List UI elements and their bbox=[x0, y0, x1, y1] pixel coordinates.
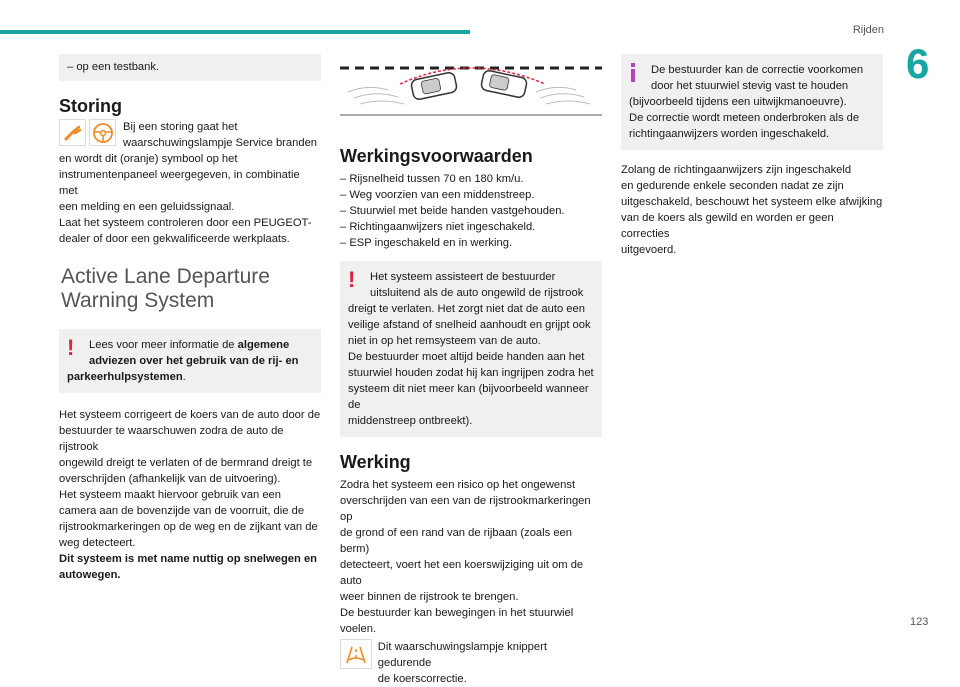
lamp-line: de koerscorrectie. bbox=[377, 673, 467, 685]
list-item: – Rijsnelheid tussen 70 en 180 km/u. bbox=[340, 173, 524, 185]
body-line: en gedurende enkele seconden nadat ze zijn bbox=[621, 180, 844, 192]
lamp-row bbox=[340, 639, 602, 687]
conditions-heading: Werkingsvoorwaarden bbox=[340, 146, 533, 166]
storing-line: Bij een storing gaat het bbox=[123, 121, 238, 133]
body-line: rijstrookmarkeringen op de weg en de zijkant van de bbox=[59, 521, 318, 533]
info-line: (bijvoorbeeld tijdens een uitwijkmanoeuvre). bbox=[629, 96, 847, 108]
warning-text-bold: algemene bbox=[237, 339, 290, 351]
storing-line: waarschuwingslampje Service branden bbox=[123, 137, 318, 149]
body-line: uitgevoerd. bbox=[621, 244, 677, 256]
car-left bbox=[410, 72, 457, 101]
chapter-number: 6 bbox=[906, 40, 930, 87]
body-line: overschrijden van een van de rijstrookmarkeringen op bbox=[340, 495, 591, 523]
storing-line: instrumentenpaneel weergegeven, in combinatie met bbox=[59, 169, 300, 197]
body-line: De bestuurder kan bewegingen in het stuurwiel voelen. bbox=[340, 607, 574, 635]
warning-icon: ! bbox=[67, 335, 75, 360]
werking-text bbox=[340, 477, 602, 637]
lane-warning-icon bbox=[340, 639, 372, 669]
body-line: Het systeem maakt hiervoor gebruik van een bbox=[59, 489, 281, 501]
werking-heading: Werking bbox=[340, 452, 411, 472]
warning-text-bold: parkeerhulpsystemen bbox=[67, 371, 183, 383]
testbank-line: – op een testbank. bbox=[67, 61, 160, 73]
page-number: 123 bbox=[910, 616, 929, 628]
warning-line: niet in op het remsysteem van de auto. bbox=[348, 335, 541, 347]
body-line-bold: autowegen. bbox=[59, 569, 121, 581]
storing-heading: Storing bbox=[59, 96, 122, 116]
body-line: Zodra het systeem een risico op het ongewenst bbox=[340, 479, 576, 491]
lane-departure-illustration bbox=[340, 54, 602, 116]
body-text bbox=[621, 162, 883, 258]
warning-text-post: . bbox=[182, 371, 186, 383]
section-heading bbox=[59, 265, 321, 313]
storing-icon-row bbox=[59, 119, 321, 151]
lamp-text bbox=[375, 639, 602, 687]
column-middle bbox=[340, 54, 602, 687]
info-icon bbox=[630, 63, 636, 82]
column-left bbox=[59, 54, 321, 583]
body-line: van de koers als gewild en worden er geen correcties bbox=[621, 212, 834, 240]
list-item: – Richtingaanwijzers niet ingeschakeld. bbox=[340, 221, 536, 233]
body-line: weer binnen de rijstrook te brengen. bbox=[340, 591, 519, 603]
warning-line: Het systeem assisteert de bestuurder bbox=[370, 271, 556, 283]
section-heading-line: Active Lane Departure bbox=[61, 265, 270, 288]
warning-box bbox=[59, 329, 321, 393]
body-line: bestuurder te waarschuwen zodra de auto de rijstrook bbox=[59, 425, 284, 453]
car-right bbox=[480, 70, 527, 99]
lamp-line: Dit waarschuwingslampje knippert gedurende bbox=[377, 641, 547, 669]
header-accent-bar bbox=[0, 30, 470, 34]
conditions-list bbox=[340, 171, 602, 251]
storing-intro bbox=[119, 119, 317, 151]
body-line: uitgeschakeld, beschouwt het systeem elke afwijking bbox=[621, 196, 883, 208]
info-line: De bestuurder kan de correctie voorkomen bbox=[651, 64, 864, 76]
body-line: Zolang de richtingaanwijzers zijn ingeschakeld bbox=[621, 164, 852, 176]
section-heading-line: Warning System bbox=[61, 289, 215, 312]
body-line: ongewild dreigt te verlaten of de bermrand dreigt te bbox=[59, 457, 313, 469]
storing-line: en wordt dit (oranje) symbool op het bbox=[59, 153, 238, 165]
warning-box bbox=[340, 261, 602, 437]
list-item: – Weg voorzien van een middenstreep. bbox=[340, 189, 535, 201]
warning-text bbox=[67, 337, 313, 353]
info-line: door het stuurwiel stevig vast te houden bbox=[651, 80, 849, 92]
body-line: de grond of een rand van de rijbaan (zoals een berm) bbox=[340, 527, 572, 555]
info-line: De correctie wordt meteen onderbroken als de bbox=[629, 112, 860, 124]
storing-line: een melding en een geluidssignaal. bbox=[59, 201, 235, 213]
section-title: Rijden bbox=[852, 24, 884, 36]
warning-text-pre: Lees voor meer informatie de bbox=[89, 339, 238, 351]
warning-line: middenstreep ontbreekt). bbox=[348, 415, 473, 427]
body-line: Het systeem corrigeert de koers van de auto door de bbox=[59, 409, 321, 421]
steering-wheel-icon bbox=[89, 119, 116, 146]
warning-line: systeem dit niet meer kan (bijvoorbeeld wanneer de bbox=[348, 383, 589, 411]
warning-text-bold: adviezen over het gebruik van de rij- en bbox=[89, 355, 299, 367]
list-item: – ESP ingeschakeld en in werking. bbox=[340, 237, 513, 249]
body-line: weg detecteert. bbox=[59, 537, 136, 549]
column-right bbox=[621, 54, 883, 258]
storing-line: dealer of door een gekwalificeerde werkplaats. bbox=[59, 233, 290, 245]
body-text bbox=[59, 407, 321, 583]
body-line: camera aan de bovenzijde van de voorruit, die de bbox=[59, 505, 305, 517]
wrench-icon bbox=[59, 119, 86, 146]
body-line: detecteert, voert het een koerswijziging uit om de auto bbox=[340, 559, 584, 587]
body-line-bold: Dit systeem is met name nuttig op snelwegen en bbox=[59, 553, 317, 565]
storing-line: Laat het systeem controleren door een PEUGEOT- bbox=[59, 217, 312, 229]
warning-line: De bestuurder moet altijd beide handen aan het bbox=[348, 351, 585, 363]
warning-icon: ! bbox=[348, 267, 356, 292]
warning-line: dreigt te verlaten. Het zorgt niet dat de auto een bbox=[348, 303, 585, 315]
warning-line: veilige afstand of snelheid aanhoudt en grijpt ook bbox=[348, 319, 591, 331]
storing-text bbox=[59, 151, 321, 247]
warning-line: uitsluitend als de auto ongewild de rijstrook bbox=[370, 287, 584, 299]
list-item: – Stuurwiel met beide handen vastgehouden. bbox=[340, 205, 565, 217]
body-line: overschrijden (afhankelijk van de uitvoering). bbox=[59, 473, 281, 485]
info-box bbox=[621, 54, 883, 150]
testbank-box bbox=[59, 54, 321, 81]
warning-line: stuurwiel houden zodat hij kan ingrijpen zodra het bbox=[348, 367, 594, 379]
warning-text bbox=[67, 369, 313, 385]
info-line: richtingaanwijzers worden ingeschakeld. bbox=[629, 128, 830, 140]
